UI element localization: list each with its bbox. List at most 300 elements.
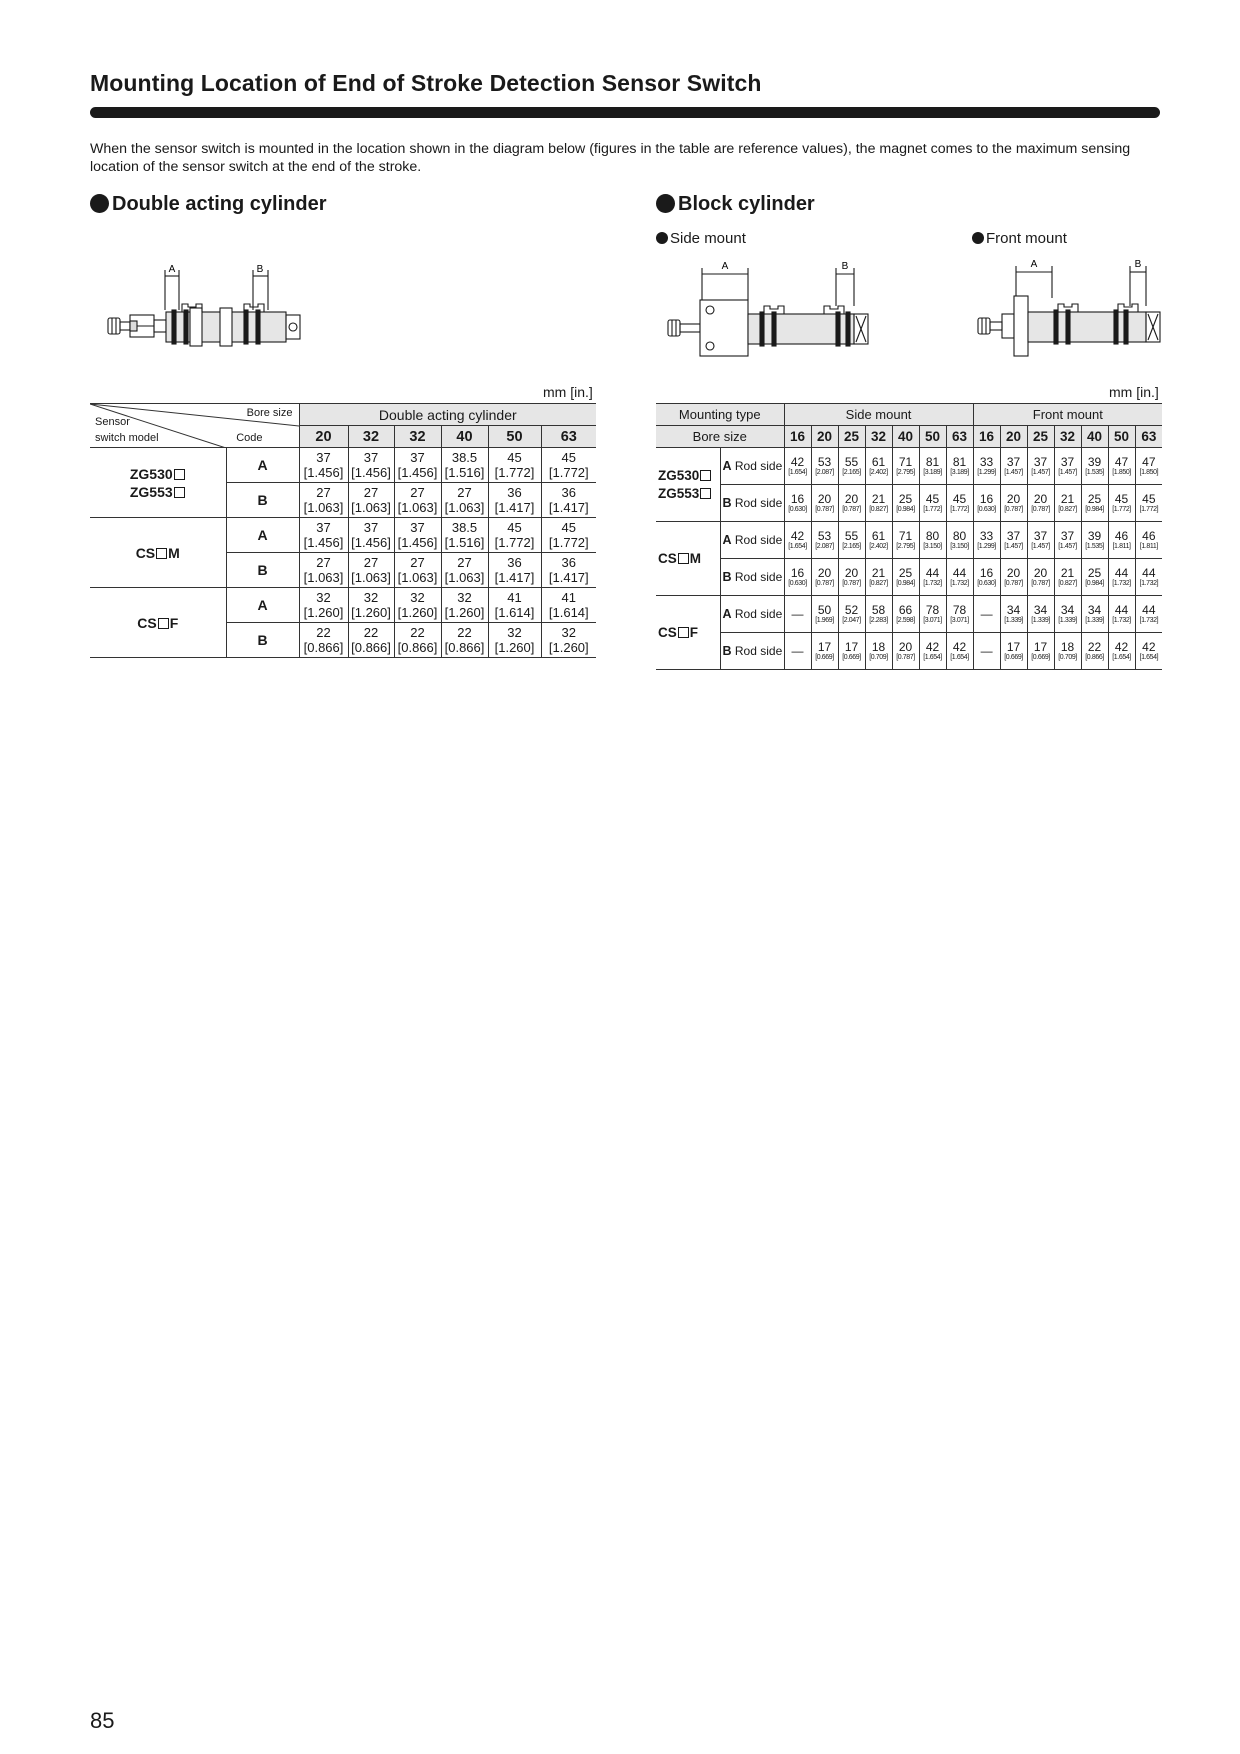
value-inch: [1.260]	[397, 605, 438, 620]
value-inch: [3.150]	[950, 542, 969, 550]
value-inch: [1.772]	[494, 465, 535, 480]
diagram-label-a: A	[168, 264, 176, 275]
value-cell	[811, 596, 838, 633]
value-cell	[394, 483, 441, 518]
value-inch: [0.630]	[977, 579, 996, 587]
value-inch: [0.787]	[842, 505, 861, 513]
value-mm: 37	[1033, 454, 1048, 469]
value-mm: 17	[844, 639, 859, 654]
value-mm: 42	[952, 639, 967, 654]
value-mm: 45	[507, 520, 522, 535]
value-inch: [2.795]	[896, 468, 915, 476]
value-cell	[1108, 596, 1135, 633]
value-cell	[865, 522, 892, 559]
model-line: ZG553	[90, 483, 226, 501]
value-mm: 78	[925, 602, 940, 617]
mounting-type-header: Mounting type	[656, 404, 784, 426]
value-cell	[348, 553, 394, 588]
value-mm: 27	[410, 485, 425, 500]
value-cell	[892, 633, 919, 670]
value-cell	[1081, 633, 1108, 670]
value-cell	[299, 553, 348, 588]
value-cell	[1027, 448, 1054, 485]
value-mm: 71	[898, 528, 913, 543]
value-mm: 44	[1142, 602, 1156, 617]
value-cell	[838, 559, 865, 596]
model-line: CS M	[658, 550, 702, 566]
block-cylinder-table	[656, 403, 1162, 670]
value-inch: [2.402]	[869, 542, 888, 550]
value-mm: 20	[1006, 491, 1021, 506]
table-row	[656, 559, 1162, 596]
value-cell	[919, 633, 946, 670]
value-mm: 37	[1060, 454, 1075, 469]
value-inch: [2.087]	[815, 542, 834, 550]
bore-row	[656, 426, 1162, 448]
value-inch: [0.669]	[815, 653, 834, 661]
value-cell	[541, 448, 596, 483]
value-cell	[784, 485, 811, 522]
bore-size-cell: 32	[865, 426, 892, 448]
value-mm: 36	[561, 485, 577, 500]
value-inch: [1.339]	[1058, 616, 1077, 624]
value-inch: [1.516]	[444, 535, 485, 550]
value-mm: 17	[1033, 639, 1048, 654]
bore-size-cell: 32	[394, 426, 441, 448]
value-cell	[1000, 448, 1027, 485]
value-mm: —	[980, 644, 993, 658]
value-mm: 20	[844, 565, 859, 580]
value-mm: 53	[817, 454, 832, 469]
value-cell	[488, 448, 541, 483]
block-cylinder-body	[656, 448, 1162, 670]
double-acting-cylinder-diagram	[104, 262, 304, 354]
corner-header	[90, 404, 299, 448]
code-cell: B	[226, 483, 299, 518]
value-inch: [1.063]	[303, 500, 344, 515]
value-cell	[919, 522, 946, 559]
bore-size-cell: 50	[488, 426, 541, 448]
table-row	[90, 518, 596, 553]
bore-size-cell: 50	[1108, 426, 1135, 448]
value-inch: [1.732]	[1139, 616, 1159, 624]
model-line: ZG553	[658, 485, 720, 503]
value-cell	[1135, 559, 1162, 596]
value-inch: [1.969]	[815, 616, 834, 624]
value-inch: [0.827]	[869, 505, 888, 513]
value-mm: 22	[316, 625, 331, 640]
value-inch: [0.787]	[815, 505, 834, 513]
value-inch: [3.189]	[950, 468, 969, 476]
value-cell	[348, 518, 394, 553]
value-inch: [1.654]	[788, 468, 807, 476]
value-inch: [0.669]	[1031, 653, 1050, 661]
rod-side-cell	[720, 596, 784, 633]
value-mm: 55	[844, 528, 859, 543]
bullet-icon	[90, 194, 109, 213]
value-mm: 22	[410, 625, 425, 640]
value-inch: [1.063]	[397, 500, 438, 515]
value-mm: 25	[898, 491, 913, 506]
value-inch: [1.456]	[351, 535, 391, 550]
table-row	[656, 448, 1162, 485]
value-cell	[865, 448, 892, 485]
side-mount-header: Side mount	[784, 404, 973, 426]
value-inch: [1.614]	[494, 605, 535, 620]
value-inch: [2.165]	[842, 542, 861, 550]
bore-size-cell: 20	[299, 426, 348, 448]
value-mm: 37	[316, 520, 331, 535]
value-mm: 27	[457, 555, 472, 570]
value-cell	[394, 588, 441, 623]
value-mm: 36	[507, 555, 522, 570]
value-inch: [1.654]	[950, 653, 969, 661]
value-inch: [1.339]	[1031, 616, 1050, 624]
value-inch: [1.732]	[1112, 616, 1131, 624]
value-inch: [1.732]	[1139, 579, 1159, 587]
value-mm: 16	[979, 491, 994, 506]
value-mm: 32	[316, 590, 331, 605]
value-inch: [2.165]	[842, 468, 861, 476]
value-mm: 58	[871, 602, 886, 617]
value-mm: 36	[507, 485, 522, 500]
value-cell	[348, 448, 394, 483]
bore-size-cell: 40	[892, 426, 919, 448]
rod-label: Rod side	[734, 533, 783, 547]
bore-size-label: Bore size	[246, 407, 293, 419]
value-mm: 81	[925, 454, 940, 469]
diagram-label-a: A	[721, 261, 729, 272]
rod-code: B	[722, 496, 732, 510]
code-cell: A	[226, 448, 299, 483]
box-placeholder-icon	[700, 488, 711, 499]
bore-size-cell: 32	[1054, 426, 1081, 448]
value-mm: 16	[790, 491, 805, 506]
value-mm: 21	[871, 491, 886, 506]
value-cell	[838, 596, 865, 633]
value-inch: [0.866]	[1085, 653, 1104, 661]
value-mm: 27	[316, 485, 331, 500]
value-inch: [1.063]	[303, 570, 344, 585]
value-cell	[892, 448, 919, 485]
bullet-icon	[656, 232, 668, 244]
value-inch: [1.063]	[444, 570, 485, 585]
value-cell	[838, 633, 865, 670]
value-inch: [2.402]	[869, 468, 888, 476]
value-mm: 37	[316, 450, 331, 465]
value-cell	[946, 559, 973, 596]
value-mm: 37	[410, 450, 425, 465]
value-inch: [1.850]	[1139, 468, 1159, 476]
value-mm: 47	[1142, 454, 1156, 469]
value-mm: 20	[844, 491, 859, 506]
value-cell	[441, 448, 488, 483]
unit-label-left: mm [in.]	[543, 384, 593, 400]
value-cell	[348, 588, 394, 623]
value-cell	[811, 633, 838, 670]
code-cell: A	[226, 518, 299, 553]
value-mm: 32	[507, 625, 522, 640]
value-cell	[946, 596, 973, 633]
page-title: Mounting Location of End of Stroke Detection Sensor Switch	[90, 70, 762, 96]
sensor-model-cell	[90, 448, 226, 518]
value-cell	[488, 553, 541, 588]
value-inch: [1.811]	[1139, 542, 1158, 550]
value-inch: [1.772]	[1139, 505, 1159, 513]
value-mm: 41	[507, 590, 522, 605]
value-inch: [0.787]	[1004, 505, 1023, 513]
value-mm: 20	[1033, 565, 1048, 580]
value-cell	[946, 522, 973, 559]
value-mm: 47	[1114, 454, 1129, 469]
page-number: 85	[90, 1708, 115, 1733]
value-inch: [0.787]	[1004, 579, 1023, 587]
value-mm: 33	[979, 528, 994, 543]
value-cell	[1108, 485, 1135, 522]
value-inch: [1.260]	[548, 640, 589, 655]
value-cell	[488, 588, 541, 623]
value-cell	[299, 588, 348, 623]
value-mm: 37	[1033, 528, 1048, 543]
code-cell: B	[226, 553, 299, 588]
value-inch: [1.063]	[351, 570, 391, 585]
rod-code: B	[722, 570, 732, 584]
box-placeholder-icon	[156, 548, 167, 559]
value-mm: 34	[1087, 602, 1102, 617]
value-cell	[1135, 596, 1162, 633]
double-acting-table	[90, 403, 596, 658]
value-inch: [2.598]	[896, 616, 915, 624]
value-cell	[441, 553, 488, 588]
value-mm: 45	[561, 450, 577, 465]
diagram-label-b: B	[256, 264, 264, 275]
value-inch: [1.456]	[351, 465, 391, 480]
value-inch: [1.457]	[1058, 468, 1077, 476]
value-mm: 37	[363, 520, 379, 535]
value-cell	[394, 518, 441, 553]
value-mm: 44	[1114, 565, 1129, 580]
value-mm: 20	[898, 639, 913, 654]
value-mm: 22	[1087, 639, 1102, 654]
side-mount-cylinder-diagram	[664, 258, 874, 364]
group-header: Double acting cylinder	[299, 404, 596, 426]
value-mm: 44	[952, 565, 967, 580]
value-mm: 27	[410, 555, 425, 570]
bore-size-cell: 63	[946, 426, 973, 448]
rod-side-cell	[720, 559, 784, 596]
value-cell	[394, 553, 441, 588]
bullet-icon	[656, 194, 675, 213]
value-mm: 61	[871, 454, 886, 469]
value-cell	[441, 623, 488, 658]
value-cell	[541, 483, 596, 518]
bore-size-cell: 20	[811, 426, 838, 448]
sensor-model-cell	[656, 596, 720, 670]
value-inch: [0.787]	[896, 653, 915, 661]
value-inch: [1.732]	[950, 579, 969, 587]
value-inch: [1.417]	[548, 570, 589, 585]
table-row	[90, 448, 596, 483]
value-cell	[299, 518, 348, 553]
value-mm: 34	[1060, 602, 1075, 617]
bullet-icon	[972, 232, 984, 244]
value-cell	[892, 522, 919, 559]
value-inch: [0.630]	[788, 505, 807, 513]
value-inch: [3.071]	[950, 616, 969, 624]
value-mm: 34	[1033, 602, 1048, 617]
value-inch: [0.669]	[1004, 653, 1023, 661]
value-mm: 32	[561, 625, 577, 640]
value-inch: [1.654]	[923, 653, 942, 661]
value-inch: [1.457]	[1004, 542, 1023, 550]
value-inch: [1.339]	[1004, 616, 1023, 624]
value-inch: [0.866]	[303, 640, 344, 655]
value-cell	[488, 623, 541, 658]
value-cell	[784, 633, 811, 670]
value-mm: 61	[871, 528, 886, 543]
value-cell	[865, 633, 892, 670]
code-cell: A	[226, 588, 299, 623]
value-inch: [1.260]	[494, 640, 535, 655]
value-inch: [2.047]	[842, 616, 861, 624]
value-cell	[784, 559, 811, 596]
value-inch: [0.630]	[788, 579, 807, 587]
value-mm: 36	[561, 555, 577, 570]
value-cell	[784, 596, 811, 633]
value-inch: [1.772]	[548, 535, 589, 550]
value-cell	[838, 448, 865, 485]
bore-size-cell: 40	[1081, 426, 1108, 448]
value-inch: [1.456]	[303, 535, 344, 550]
value-cell	[1108, 559, 1135, 596]
value-mm: 32	[363, 590, 379, 605]
value-cell	[865, 596, 892, 633]
value-cell	[1081, 559, 1108, 596]
value-inch: [1.457]	[1058, 542, 1077, 550]
value-inch: [0.866]	[351, 640, 391, 655]
value-inch: [1.456]	[303, 465, 344, 480]
rod-label: Rod side	[734, 459, 783, 473]
value-cell	[1081, 485, 1108, 522]
box-placeholder-icon	[678, 627, 689, 638]
value-inch: [0.787]	[815, 579, 834, 587]
rod-code: A	[722, 459, 732, 473]
value-inch: [1.772]	[1112, 505, 1131, 513]
rod-label: Rod side	[734, 570, 783, 584]
value-mm: 45	[952, 491, 967, 506]
value-cell	[541, 553, 596, 588]
bore-size-cell: 25	[838, 426, 865, 448]
value-inch: [1.299]	[977, 542, 996, 550]
value-mm: 50	[817, 602, 832, 617]
value-mm: 21	[871, 565, 886, 580]
value-cell	[1081, 596, 1108, 633]
value-inch: [1.535]	[1085, 542, 1104, 550]
value-inch: [0.630]	[977, 505, 996, 513]
value-cell	[811, 448, 838, 485]
value-mm: 27	[363, 555, 379, 570]
value-mm: 46	[1114, 528, 1129, 543]
value-mm: —	[980, 607, 993, 621]
value-mm: 37	[1060, 528, 1075, 543]
value-mm: 16	[979, 565, 994, 580]
front-mount-cylinder-diagram	[974, 258, 1164, 364]
value-cell	[1108, 448, 1135, 485]
table-row	[90, 588, 596, 623]
value-inch: [0.984]	[896, 579, 915, 587]
value-cell	[1000, 559, 1027, 596]
model-line: ZG530	[658, 467, 720, 485]
value-inch: [0.866]	[444, 640, 485, 655]
value-cell	[973, 448, 1000, 485]
value-inch: [1.654]	[788, 542, 807, 550]
box-placeholder-icon	[174, 487, 185, 498]
value-cell	[1135, 633, 1162, 670]
value-inch: [0.984]	[896, 505, 915, 513]
value-inch: [1.063]	[397, 570, 438, 585]
value-inch: [2.795]	[896, 542, 915, 550]
value-mm: 38.5	[451, 450, 478, 465]
value-cell	[811, 485, 838, 522]
value-cell	[865, 485, 892, 522]
value-mm: 22	[457, 625, 472, 640]
value-cell	[1000, 485, 1027, 522]
value-cell	[946, 448, 973, 485]
value-cell	[784, 522, 811, 559]
value-cell	[1135, 522, 1162, 559]
value-cell	[1027, 522, 1054, 559]
value-mm: 52	[844, 602, 859, 617]
value-mm: 25	[1087, 565, 1102, 580]
value-inch: [1.772]	[950, 505, 969, 513]
value-inch: [1.772]	[548, 465, 589, 480]
value-mm: 78	[952, 602, 967, 617]
code-cell: B	[226, 623, 299, 658]
value-mm: 66	[898, 602, 913, 617]
value-mm: 34	[1006, 602, 1021, 617]
value-cell	[1054, 485, 1081, 522]
value-inch: [1.732]	[923, 579, 942, 587]
value-cell	[1081, 522, 1108, 559]
value-cell	[784, 448, 811, 485]
value-cell	[1108, 522, 1135, 559]
code-label: Code	[236, 432, 263, 444]
value-inch: [1.260]	[444, 605, 485, 620]
value-inch: [1.456]	[397, 535, 438, 550]
value-mm: 20	[817, 565, 832, 580]
value-inch: [0.787]	[1031, 579, 1050, 587]
value-mm: 32	[410, 590, 425, 605]
value-cell	[441, 483, 488, 518]
value-inch: [0.866]	[397, 640, 438, 655]
value-mm: 44	[1142, 565, 1156, 580]
value-mm: 44	[1114, 602, 1129, 617]
value-inch: [1.732]	[1112, 579, 1131, 587]
value-mm: 37	[410, 520, 425, 535]
value-cell	[946, 633, 973, 670]
value-mm: 20	[817, 491, 832, 506]
value-cell	[488, 483, 541, 518]
sensor-model-cell	[656, 522, 720, 596]
value-inch: [0.827]	[869, 579, 888, 587]
value-cell	[865, 559, 892, 596]
value-inch: [3.150]	[923, 542, 942, 550]
value-mm: 45	[561, 520, 577, 535]
box-placeholder-icon	[700, 470, 711, 481]
rod-side-cell	[720, 633, 784, 670]
value-mm: 27	[363, 485, 379, 500]
value-mm: 27	[316, 555, 331, 570]
